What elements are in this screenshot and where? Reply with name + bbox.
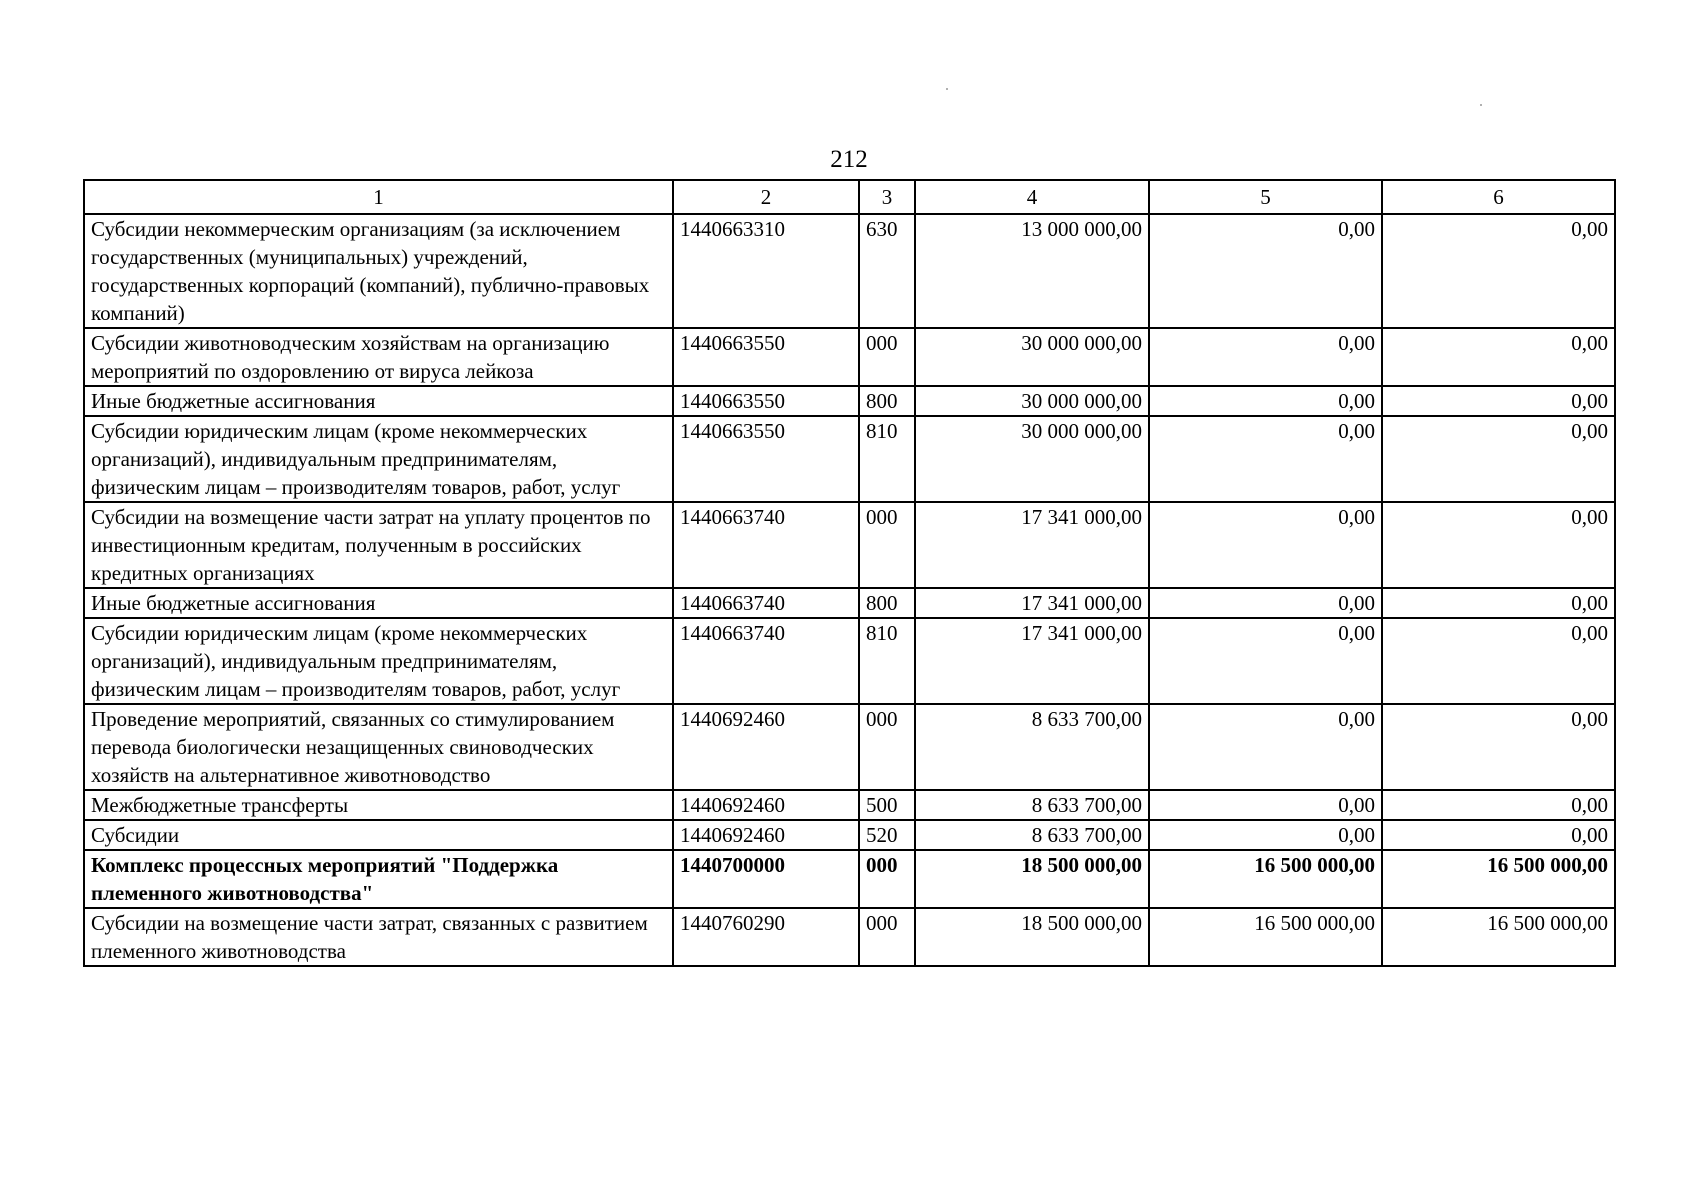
table-row — [84, 328, 1615, 386]
table-row — [84, 618, 1615, 704]
scan-speck — [1480, 104, 1482, 106]
row-value-col6: 0,00 — [1382, 790, 1615, 820]
table-row — [84, 820, 1615, 850]
row-value-col5: 0,00 — [1149, 214, 1382, 328]
row-value-col5: 0,00 — [1149, 618, 1382, 704]
row-value-col5: 16 500 000,00 — [1149, 850, 1382, 908]
table-row — [84, 704, 1615, 790]
row-value-col5: 0,00 — [1149, 328, 1382, 386]
row-code-cell: 1440692460 — [673, 790, 859, 820]
row-value-col6: 0,00 — [1382, 328, 1615, 386]
row-value-col5: 0,00 — [1149, 790, 1382, 820]
row-type-cell: 810 — [859, 618, 915, 704]
row-value-col6: 0,00 — [1382, 214, 1615, 328]
table-header-row — [84, 180, 1615, 214]
row-value-col4: 30 000 000,00 — [915, 386, 1149, 416]
row-type-cell: 800 — [859, 588, 915, 618]
row-value-col4: 13 000 000,00 — [915, 214, 1149, 328]
row-type-cell: 810 — [859, 416, 915, 502]
row-value-col5: 0,00 — [1149, 386, 1382, 416]
row-value-col4: 17 341 000,00 — [915, 588, 1149, 618]
row-name-cell: Комплекс процессных мероприятий "Поддержка племенного животноводства" — [84, 850, 673, 908]
row-value-col5: 0,00 — [1149, 820, 1382, 850]
row-code-cell: 1440692460 — [673, 820, 859, 850]
column-header: 2 — [673, 180, 859, 214]
row-code-cell: 1440663740 — [673, 588, 859, 618]
row-name-cell: Субсидии на возмещение части затрат на уплату процентов по инвестиционным кредитам, полученным в российских кредитных организациях — [84, 502, 673, 588]
row-type-cell: 800 — [859, 386, 915, 416]
row-name-cell: Субсидии юридическим лицам (кроме некоммерческих организаций), индивидуальным предпринимателям, физическим лицам – производителям товаров, работ, услуг — [84, 416, 673, 502]
row-value-col6: 0,00 — [1382, 820, 1615, 850]
table-row — [84, 416, 1615, 502]
row-value-col6: 0,00 — [1382, 618, 1615, 704]
row-name-cell: Субсидии юридическим лицам (кроме некоммерческих организаций), индивидуальным предпринимателям, физическим лицам – производителям товаров, работ, услуг — [84, 618, 673, 704]
column-header: 6 — [1382, 180, 1615, 214]
row-value-col6: 16 500 000,00 — [1382, 908, 1615, 966]
row-code-cell: 1440663310 — [673, 214, 859, 328]
row-code-cell: 1440663550 — [673, 386, 859, 416]
row-name-cell: Проведение мероприятий, связанных со стимулированием перевода биологически незащищенных свиноводческих хозяйств на альтернативное животноводство — [84, 704, 673, 790]
table-row — [84, 790, 1615, 820]
page-number: 212 — [830, 146, 868, 173]
row-value-col4: 18 500 000,00 — [915, 850, 1149, 908]
row-type-cell: 000 — [859, 502, 915, 588]
table-row — [84, 214, 1615, 328]
row-value-col4: 8 633 700,00 — [915, 820, 1149, 850]
row-value-col6: 0,00 — [1382, 416, 1615, 502]
row-value-col5: 0,00 — [1149, 502, 1382, 588]
row-value-col4: 17 341 000,00 — [915, 502, 1149, 588]
table-row — [84, 386, 1615, 416]
budget-table — [83, 179, 1616, 967]
row-value-col4: 30 000 000,00 — [915, 416, 1149, 502]
row-name-cell: Субсидии на возмещение части затрат, связанных с развитием племенного животноводства — [84, 908, 673, 966]
table-row — [84, 908, 1615, 966]
row-name-cell: Иные бюджетные ассигнования — [84, 386, 673, 416]
row-value-col6: 0,00 — [1382, 386, 1615, 416]
row-name-cell: Иные бюджетные ассигнования — [84, 588, 673, 618]
row-name-cell: Межбюджетные трансферты — [84, 790, 673, 820]
row-value-col4: 30 000 000,00 — [915, 328, 1149, 386]
column-header: 5 — [1149, 180, 1382, 214]
row-value-col4: 8 633 700,00 — [915, 704, 1149, 790]
row-value-col6: 0,00 — [1382, 588, 1615, 618]
row-code-cell: 1440692460 — [673, 704, 859, 790]
column-header: 3 — [859, 180, 915, 214]
row-name-cell: Субсидии некоммерческим организациям (за исключением государственных (муниципальных) учреждений, государственных корпораций (компаний), публично-правовых компаний) — [84, 214, 673, 328]
row-name-cell: Субсидии — [84, 820, 673, 850]
row-code-cell: 1440663740 — [673, 618, 859, 704]
row-value-col5: 0,00 — [1149, 704, 1382, 790]
row-value-col6: 16 500 000,00 — [1382, 850, 1615, 908]
row-value-col5: 0,00 — [1149, 416, 1382, 502]
row-value-col5: 16 500 000,00 — [1149, 908, 1382, 966]
row-type-cell: 500 — [859, 790, 915, 820]
row-value-col6: 0,00 — [1382, 502, 1615, 588]
row-value-col5: 0,00 — [1149, 588, 1382, 618]
row-code-cell: 1440760290 — [673, 908, 859, 966]
row-type-cell: 000 — [859, 908, 915, 966]
row-type-cell: 000 — [859, 850, 915, 908]
row-code-cell: 1440663740 — [673, 502, 859, 588]
table-row — [84, 588, 1615, 618]
row-value-col4: 17 341 000,00 — [915, 618, 1149, 704]
row-value-col4: 8 633 700,00 — [915, 790, 1149, 820]
row-value-col6: 0,00 — [1382, 704, 1615, 790]
row-code-cell: 1440700000 — [673, 850, 859, 908]
row-type-cell: 520 — [859, 820, 915, 850]
row-type-cell: 630 — [859, 214, 915, 328]
table-row — [84, 850, 1615, 908]
row-code-cell: 1440663550 — [673, 328, 859, 386]
row-type-cell: 000 — [859, 704, 915, 790]
scan-speck — [946, 88, 948, 90]
column-header: 1 — [84, 180, 673, 214]
table-row — [84, 502, 1615, 588]
column-header: 4 — [915, 180, 1149, 214]
row-type-cell: 000 — [859, 328, 915, 386]
row-code-cell: 1440663550 — [673, 416, 859, 502]
row-name-cell: Субсидии животноводческим хозяйствам на организацию мероприятий по оздоровлению от вируса лейкоза — [84, 328, 673, 386]
row-value-col4: 18 500 000,00 — [915, 908, 1149, 966]
